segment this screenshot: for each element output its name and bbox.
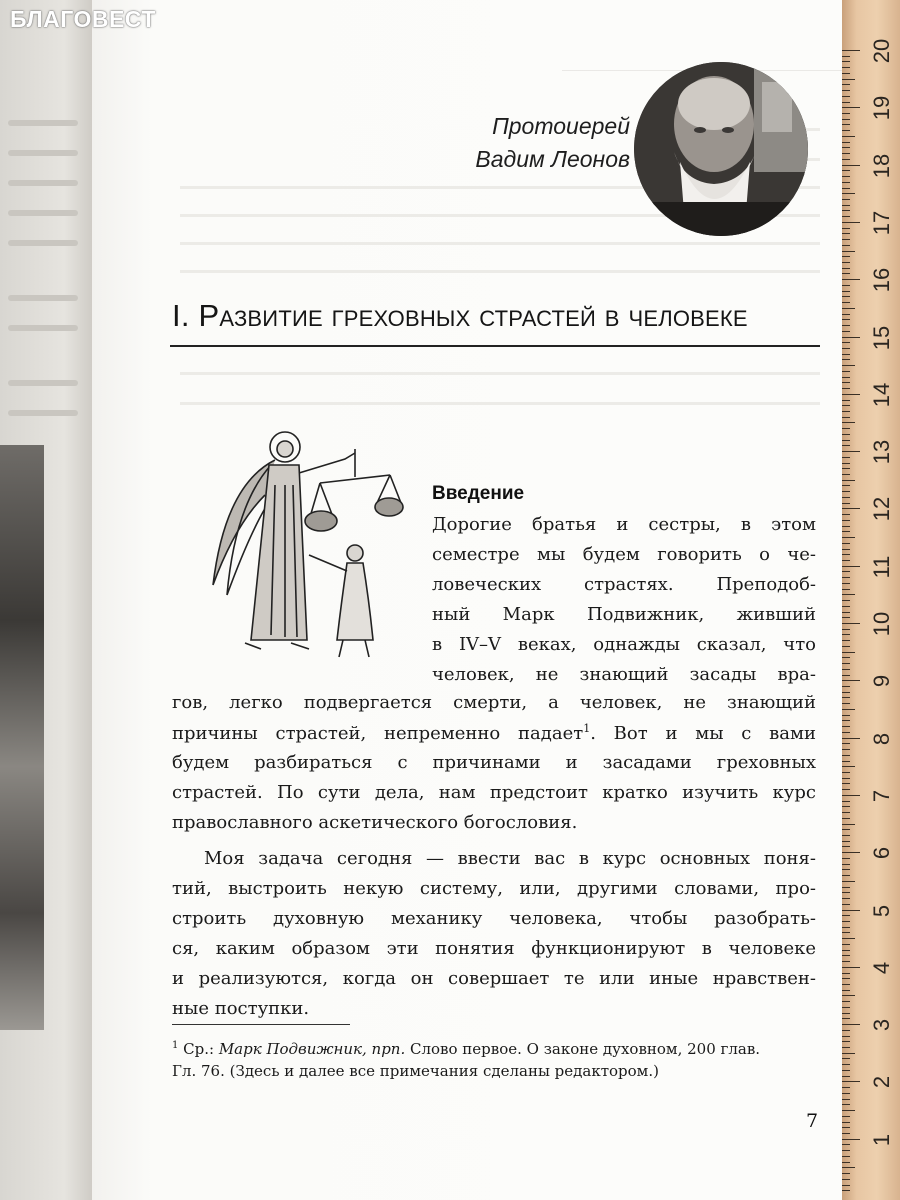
ruler-tick	[842, 474, 850, 475]
section-heading: Введение	[432, 483, 525, 504]
ruler-tick	[842, 1070, 850, 1071]
ruler-tick	[842, 251, 855, 252]
ruler-tick	[842, 537, 855, 538]
ghost-text-line	[8, 295, 78, 301]
ruler-tick	[842, 520, 850, 521]
ruler-tick	[842, 892, 850, 893]
ruler-tick	[842, 1064, 850, 1065]
ruler-tick	[842, 1013, 850, 1014]
ruler-tick	[842, 485, 850, 486]
text-line: ся, каким образом эти понятия функционируют в человеке	[172, 938, 816, 959]
ruler-tick	[842, 1122, 850, 1123]
ruler-tick	[842, 491, 850, 492]
ruler-tick	[842, 594, 855, 595]
footnote-rule	[172, 1024, 350, 1025]
ruler-tick	[842, 766, 855, 767]
author-name	[420, 110, 630, 176]
ruler-tick	[842, 675, 850, 676]
ruler-tick	[842, 468, 850, 469]
ruler-tick	[842, 411, 850, 412]
left-page-illustration	[0, 445, 44, 1030]
ruler-tick	[842, 142, 850, 143]
text-line: ный Марк Подвижник, живший	[432, 604, 816, 625]
ruler-tick	[842, 417, 850, 418]
ruler-tick	[842, 268, 850, 269]
ruler-tick	[842, 1024, 860, 1025]
text-line: семестре мы будем говорить о че-	[432, 544, 816, 565]
ruler-tick	[842, 589, 850, 590]
ruler-tick	[842, 216, 850, 217]
ruler-tick	[842, 1162, 850, 1163]
ruler-tick	[842, 1093, 850, 1094]
ruler-tick	[842, 102, 850, 103]
text-line: будем разбираться с причинами и засадами греховных	[172, 752, 816, 773]
ruler-tick	[842, 296, 850, 297]
ruler-tick	[842, 531, 850, 532]
ruler-tick	[842, 1053, 855, 1054]
ruler-number: 1	[869, 1133, 894, 1146]
ruler-tick	[842, 1133, 850, 1134]
text-line: гов, легко подвергается смерти, а человек, не знающий	[172, 692, 816, 713]
ghost-text-line	[8, 150, 78, 156]
ruler-tick	[842, 50, 860, 51]
ruler-tick	[842, 606, 850, 607]
ruler-tick	[842, 1179, 850, 1180]
ruler-tick	[842, 422, 855, 423]
text-segment: причины страстей, непременно падает	[172, 723, 584, 744]
author-title: Протоиерей	[492, 113, 630, 139]
text-line: и реализуются, когда он совершает те или иные нравствен-	[172, 968, 816, 989]
ghost-text-line	[8, 410, 78, 416]
ruler-number: 18	[869, 153, 894, 178]
ruler-tick	[842, 107, 860, 108]
ruler-tick	[842, 1081, 860, 1082]
ruler-tick	[842, 921, 850, 922]
ruler-number: 4	[869, 961, 894, 974]
ruler-tick	[842, 749, 850, 750]
ruler-tick	[842, 96, 850, 97]
chapter-title: I. Развитие греховных страстей в человеке	[172, 298, 748, 333]
ruler-tick	[842, 388, 850, 389]
ruler-tick	[842, 124, 850, 125]
ruler-tick	[842, 1104, 850, 1105]
ruler-tick	[842, 245, 850, 246]
ruler-tick	[842, 159, 850, 160]
text-line: человек, не знающий засады вра-	[432, 664, 816, 685]
ghost-text-line	[8, 380, 78, 386]
ruler-tick	[842, 543, 850, 544]
ruler-tick	[842, 640, 850, 641]
ruler-tick	[842, 1144, 850, 1145]
ruler-number: 7	[869, 789, 894, 803]
ruler-number: 2	[869, 1076, 894, 1089]
ruler-tick	[842, 405, 850, 406]
ruler-tick	[842, 904, 850, 905]
ruler-tick	[842, 898, 850, 899]
ruler-tick	[842, 566, 860, 567]
ruler-tick	[842, 812, 850, 813]
ruler-tick	[842, 308, 855, 309]
ruler-tick	[842, 365, 855, 366]
ruler-tick	[842, 841, 850, 842]
ruler-number: 19	[869, 96, 894, 121]
ruler-tick	[842, 554, 850, 555]
ruler-tick	[842, 795, 860, 796]
ruler-tick	[842, 703, 850, 704]
ruler-tick	[842, 428, 850, 429]
ruler	[842, 0, 900, 1200]
ruler-tick	[842, 319, 850, 320]
text-line: Моя задача сегодня — ввести вас в курс основных поня-	[204, 848, 816, 869]
ruler-number: 13	[869, 439, 894, 465]
ruler-tick	[842, 755, 850, 756]
ruler-tick	[842, 961, 850, 962]
ruler-tick	[842, 400, 850, 401]
ruler-tick	[842, 279, 860, 280]
text-line: ные поступки.	[172, 998, 310, 1019]
ruler-tick	[842, 359, 850, 360]
ruler-tick	[842, 1173, 850, 1174]
ruler-tick	[842, 371, 850, 372]
ruler-tick	[842, 577, 850, 578]
ruler-tick	[842, 726, 850, 727]
footnote-line-2: Гл. 76. (Здесь и далее все примечания сделаны редактором.)	[172, 1062, 659, 1080]
ruler-tick	[842, 526, 850, 527]
ruler-tick	[842, 480, 855, 481]
ruler-tick	[842, 738, 860, 739]
ruler-tick	[842, 463, 850, 464]
ghost-text-line	[8, 240, 78, 246]
text-line: ловеческих страстях. Преподоб-	[432, 574, 816, 595]
ruler-tick	[842, 193, 855, 194]
ruler-tick	[842, 571, 850, 572]
ruler-tick	[842, 783, 850, 784]
ruler-tick	[842, 1047, 850, 1048]
ruler-tick	[842, 113, 850, 114]
ruler-tick	[842, 875, 850, 876]
ruler-tick	[842, 1087, 850, 1088]
ruler-tick	[842, 583, 850, 584]
ruler-tick	[842, 90, 850, 91]
ruler-tick	[842, 955, 850, 956]
ruler-tick	[842, 348, 850, 349]
ruler-tick	[842, 1110, 855, 1111]
ruler-tick	[842, 869, 850, 870]
ruler-tick	[842, 761, 850, 762]
ruler-tick	[842, 617, 850, 618]
ruler-tick	[842, 846, 850, 847]
ruler-tick	[842, 67, 850, 68]
text-line: страстей. По сути дела, нам предстоит кратко изучить курс	[172, 782, 816, 803]
ruler-tick	[842, 147, 850, 148]
ruler-tick	[842, 789, 850, 790]
text-segment: . Вот и мы с вами	[590, 723, 816, 744]
footnote	[172, 1040, 822, 1058]
ruler-tick	[842, 932, 850, 933]
footnote-text: Слово первое. О законе духовном, 200 глав.	[405, 1040, 761, 1058]
ruler-tick	[842, 1139, 860, 1140]
ruler-tick	[842, 990, 850, 991]
ruler-tick	[842, 652, 855, 653]
ruler-tick	[842, 852, 860, 853]
ruler-number: 16	[869, 267, 894, 293]
ruler-tick	[842, 256, 850, 257]
ruler-tick	[842, 806, 850, 807]
ruler-tick	[842, 1116, 850, 1117]
ruler-tick	[842, 342, 850, 343]
ruler-tick	[842, 680, 860, 681]
ruler-tick	[842, 1018, 850, 1019]
ruler-tick	[842, 434, 850, 435]
ruler-tick	[842, 331, 850, 332]
ruler-tick	[842, 1185, 850, 1186]
ruler-number: 14	[869, 382, 894, 408]
ruler-tick	[842, 612, 850, 613]
ruler-tick	[842, 938, 855, 939]
ruler-tick	[842, 910, 860, 911]
ruler-tick	[842, 79, 855, 80]
ruler-number: 15	[869, 325, 894, 350]
ruler-tick	[842, 663, 850, 664]
ruler-tick	[842, 182, 850, 183]
ruler-tick	[842, 1007, 850, 1008]
ghost-text-line	[8, 120, 78, 126]
ruler-tick	[842, 514, 850, 515]
ruler-tick	[842, 967, 860, 968]
footnote-source: Марк Подвижник, прп.	[218, 1040, 406, 1058]
ruler-tick	[842, 233, 850, 234]
ghost-text-line	[8, 210, 78, 216]
ruler-tick	[842, 829, 850, 830]
ruler-tick	[842, 646, 850, 647]
ruler-tick	[842, 720, 850, 721]
ruler-tick	[842, 457, 850, 458]
ruler-number: 8	[869, 732, 894, 745]
ghost-text-line	[8, 180, 78, 186]
ruler-tick	[842, 440, 850, 441]
ruler-tick	[842, 354, 850, 355]
ruler-tick	[842, 978, 850, 979]
ruler-tick	[842, 228, 850, 229]
ruler-tick	[842, 715, 850, 716]
ruler-tick	[842, 56, 850, 57]
ruler-tick	[842, 835, 850, 836]
ruler-tick	[842, 927, 850, 928]
ruler-tick	[842, 560, 850, 561]
text-line: строить духовную механику человека, чтобы разобрать-	[172, 908, 816, 929]
ruler-tick	[842, 1041, 850, 1042]
ruler-tick	[842, 262, 850, 263]
ruler-tick	[842, 801, 850, 802]
ruler-tick	[842, 73, 850, 74]
ruler-tick	[842, 824, 855, 825]
ruler-tick	[842, 915, 850, 916]
ruler-tick	[842, 732, 850, 733]
ruler-tick	[842, 199, 850, 200]
ruler-tick	[842, 1058, 850, 1059]
ruler-tick	[842, 669, 850, 670]
ruler-number: 17	[869, 210, 894, 236]
ruler-tick	[842, 503, 850, 504]
ruler-tick	[842, 743, 850, 744]
ruler-tick	[842, 273, 850, 274]
ruler-number: 20	[869, 38, 894, 64]
ruler-tick	[842, 119, 850, 120]
ruler-tick	[842, 337, 860, 338]
ruler-tick	[842, 950, 850, 951]
ruler-tick	[842, 291, 850, 292]
ruler-tick	[842, 944, 850, 945]
ruler-tick	[842, 1001, 850, 1002]
ruler-tick	[842, 1156, 850, 1157]
ruler-tick	[842, 778, 850, 779]
ruler-tick	[842, 222, 860, 223]
ruler-tick	[842, 188, 850, 189]
ruler-tick	[842, 887, 850, 888]
ruler-tick	[842, 973, 850, 974]
ruler-tick	[842, 136, 855, 137]
ruler-number: 6	[869, 847, 894, 860]
ruler-tick	[842, 1036, 850, 1037]
ruler-tick	[842, 451, 860, 452]
ruler-tick	[842, 1127, 850, 1128]
watermark: БЛАГОВЕСТ	[10, 6, 156, 32]
ruler-tick	[842, 130, 850, 131]
ruler-tick	[842, 205, 850, 206]
ruler-tick	[842, 508, 860, 509]
text-line: тий, выстроить некую систему, или, другими словами, про-	[172, 878, 816, 899]
title-rule	[170, 345, 820, 347]
text-line: в IV–V веках, однажды сказал, что	[432, 634, 816, 655]
ghost-text-line	[8, 325, 78, 331]
ruler-tick	[842, 165, 860, 166]
ruler-tick	[842, 549, 850, 550]
ruler-tick	[842, 84, 850, 85]
ruler-tick	[842, 697, 850, 698]
ruler-tick	[842, 445, 850, 446]
author-fullname: Вадим Леонов	[475, 146, 630, 172]
ruler-tick	[842, 995, 855, 996]
text-line: Дорогие братья и сестры, в этом	[432, 514, 816, 535]
text-line: православного аскетического богословия.	[172, 812, 578, 833]
ruler-tick	[842, 686, 850, 687]
ruler-tick	[842, 634, 850, 635]
ruler-tick	[842, 153, 850, 154]
ruler-tick	[842, 1167, 855, 1168]
ruler-tick	[842, 314, 850, 315]
ruler-number: 11	[869, 555, 894, 579]
ruler-tick	[842, 818, 850, 819]
angel-illustration	[205, 425, 405, 665]
ruler-tick	[842, 176, 850, 177]
ruler-number: 10	[869, 611, 894, 637]
ruler-tick	[842, 239, 850, 240]
ruler-tick	[842, 394, 860, 395]
ruler-number: 12	[869, 497, 894, 522]
ruler-tick	[842, 1150, 850, 1151]
ruler-tick	[842, 1099, 850, 1100]
ruler-tick	[842, 657, 850, 658]
ruler-tick	[842, 382, 850, 383]
ruler-tick	[842, 709, 855, 710]
page-number: 7	[806, 1110, 819, 1132]
ruler-number: 3	[869, 1018, 894, 1032]
ruler-tick	[842, 377, 850, 378]
ruler-tick	[842, 881, 855, 882]
ruler-number: 5	[869, 904, 894, 917]
ruler-tick	[842, 210, 850, 211]
ruler-tick	[842, 984, 850, 985]
adjacent-left-page	[0, 0, 92, 1200]
ruler-tick	[842, 858, 850, 859]
ruler-tick	[842, 864, 850, 865]
ruler-tick	[842, 692, 850, 693]
author-portrait	[634, 62, 808, 236]
ruler-tick	[842, 623, 860, 624]
ruler-tick	[842, 772, 850, 773]
ruler-tick	[842, 497, 850, 498]
text-line-with-footnote	[172, 722, 816, 744]
ruler-tick	[842, 285, 850, 286]
ruler-tick	[842, 600, 850, 601]
ruler-number: 9	[869, 675, 894, 688]
ruler-tick	[842, 61, 850, 62]
ruler-tick	[842, 170, 850, 171]
ruler-tick	[842, 325, 850, 326]
ruler-tick	[842, 1190, 850, 1191]
footnote-ref: 1	[583, 722, 591, 735]
footnote-mark: 1	[172, 1040, 179, 1051]
ruler-tick	[842, 1076, 850, 1077]
ruler-tick	[842, 302, 850, 303]
ruler-tick	[842, 1030, 850, 1031]
footnote-prefix: Ср.:	[178, 1040, 219, 1058]
ruler-tick	[842, 629, 850, 630]
